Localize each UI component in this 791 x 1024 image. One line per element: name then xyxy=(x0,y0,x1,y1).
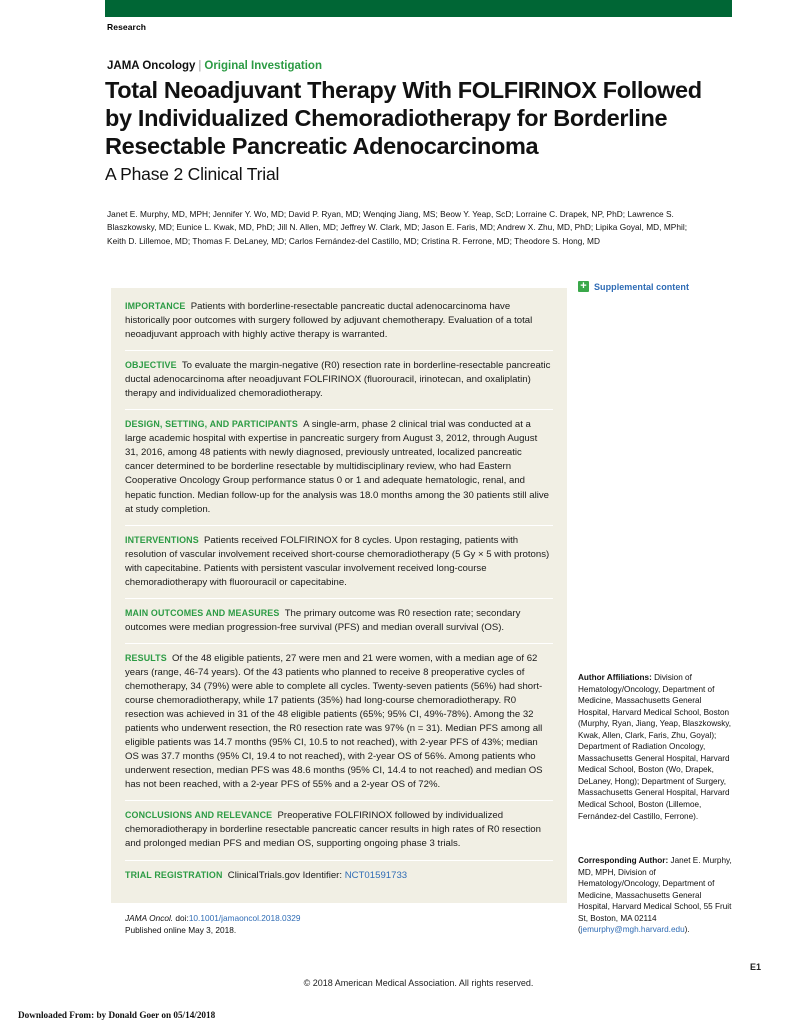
trial-registration-text: ClinicalTrials.gov Identifier: xyxy=(227,869,343,881)
author-affiliations-body: Division of Hematology/Oncology, Department of Medicine, Massachusetts General Hospital, Harvard Medical School, Boston (Murphy, Ryan, Jiang, Yeap, Blaszkowsky, Kwak, Allen, Clark, Faris, Zhu, Goyal); Department of Radiation Oncology, Massachusetts General Hospital, Harvard Medical School, Boston (Wo, Drapek, DeLaney, Hong); Department of Surgery, Massachusetts General Hospital, Harvard Medical School, Boston (Lillemoe, Fernández-del Castillo, Ferrone). xyxy=(578,673,732,821)
abstract-section-body: Patients received FOLFIRINOX for 8 cycles. Upon restaging, patients with resolution of vascular involvement received short-course chemoradiotherapy (5 Gy × 5 with protons) with capecitabine. Patients with persistent vascular involvement received long-course chemoradiotherapy with fluorouracil or capecitabine. xyxy=(125,534,550,588)
abstract-section-heading: DESIGN, SETTING, AND PARTICIPANTS xyxy=(125,419,298,430)
corresponding-author-email-link[interactable]: jemurphy@mgh.harvard.edu xyxy=(580,925,685,935)
downloaded-from-value: by Donald Goer on 05/14/2018 xyxy=(96,1010,216,1020)
journal-line-separator: | xyxy=(198,60,202,72)
author-affiliations-block xyxy=(578,672,733,822)
downloaded-from-label: Downloaded From: xyxy=(18,1010,95,1020)
author-affiliations-heading: Author Affiliations: xyxy=(578,673,652,682)
journal-header-bar xyxy=(105,0,732,17)
trial-registration-identifier-link[interactable]: NCT01591733 xyxy=(344,869,408,881)
copyright-notice: © 2018 American Medical Association. All rights reserved. xyxy=(303,978,534,988)
corresponding-author-body: Janet E. Murphy, MD, MPH, Division of Hematology/Oncology, Department of Medicine, Massachusetts General Hospital, Harvard Medical School, 55 Fruit St, Boston, MA 02114 ( xyxy=(578,856,732,935)
abstract-section-main-outcomes xyxy=(125,598,553,643)
abstract-section-trial-registration xyxy=(125,860,553,891)
supplemental-content-link[interactable] xyxy=(578,281,689,292)
author-list: Janet E. Murphy, MD, MPH; Jennifer Y. Wo, MD; David P. Ryan, MD; Wenqing Jiang, MS; Beow Y. Yeap, ScD; Lorraine C. Drapek, NP, PhD; Lawrence S. Blaszkowsky, MD; Eunice L. Kwak, MD, PhD; Jill N. Allen, MD; Jeffrey W. Clark, MD; Jason E. Faris, MD; Andrew X. Zhu, MD, PhD; Lipika Goyal, MD, MPhil; Keith D. Lillemoe, MD; Thomas F. DeLaney, MD; Carlos Fernández-del Castillo, MD; Cristina R. Ferrone, MD; Theodore S. Hong, MD xyxy=(107,209,688,246)
page-title: Total Neoadjuvant Therapy With FOLFIRINOX Followed by Individualized Chemoradiotherapy for Borderline Resectable Pancreatic Adenocarcinoma xyxy=(105,77,702,160)
abstract-section-heading: INTERVENTIONS xyxy=(125,534,199,545)
citation-journal-abbrev: JAMA Oncol. xyxy=(125,913,174,923)
citation-doi-label: doi: xyxy=(175,913,189,923)
abstract-section-body: Preoperative FOLFIRINOX followed by individualized chemoradiotherapy in borderline resectable pancreatic cancer results in high rates of R0 resection and prolonged median PFS and median OS, supporting ongoing phase 3 trials. xyxy=(125,810,541,850)
abstract-section-importance xyxy=(125,298,553,350)
journal-name: JAMA Oncology xyxy=(107,60,196,72)
corresponding-author-body-end: ). xyxy=(684,925,690,935)
abstract-section-heading: IMPORTANCE xyxy=(125,301,186,311)
corresponding-author-block xyxy=(578,855,733,936)
article-type-label: Original Investigation xyxy=(204,60,322,72)
abstract-section-design xyxy=(125,409,553,524)
journal-line xyxy=(107,60,322,72)
page-number: E1 xyxy=(750,962,762,972)
abstract-section-body: Patients with borderline-resectable pancreatic ductal adenocarcinoma have historically poor outcomes with surgery followed by adjuvant chemotherapy. Evaluation of a total neoadjuvant approach with highly active therapy is warranted. xyxy=(125,301,533,341)
abstract-section-heading: MAIN OUTCOMES AND MEASURES xyxy=(125,607,280,618)
page-subtitle: A Phase 2 Clinical Trial xyxy=(105,163,280,184)
abstract-section-heading: RESULTS xyxy=(125,652,167,663)
title-block xyxy=(105,76,705,185)
abstract-section-heading: OBJECTIVE xyxy=(125,360,177,371)
supplemental-content-label: Supplemental content xyxy=(594,281,690,292)
citation-doi-link[interactable]: 10.1001/jamaoncol.2018.0329 xyxy=(188,913,301,923)
page-sheet xyxy=(105,0,791,1006)
abstract-section-results xyxy=(125,643,553,800)
downloaded-from-strip xyxy=(18,1010,215,1020)
abstract-section-heading: CONCLUSIONS AND RELEVANCE xyxy=(125,810,273,821)
abstract-section-body: To evaluate the margin-negative (R0) resection rate in borderline-resectable pancreatic ductal adenocarcinoma after neoadjuvant FOLFIRINOX (fluorouracil, irinotecan, and oxaliplatin) therapy and individualized chemoradiotherapy. xyxy=(125,360,551,400)
abstract-section-body: Of the 48 eligible patients, 27 were men and 21 were women, with a median age of 62 years (range, 46-74 years). Of the 43 patients who planned to receive 8 preoperative cycles of chemotherapy, 34 (79%) were able to complete all cycles. Twenty-seven patients (56%) had short-course chemoradiotherapy, while 17 patients (35%) had long-course chemoradiotherapy. R0 resection was achieved in 31 of the 48 eligible patients (65%; 95% CI, 49%-78%). Among the 32 patients who underwent resection, the R0 resection rate was 97% (n = 31). Median PFS among all eligible patients was 14.7 months (95% CI, 10.5 to not reached), with 2-year PFS of 43%; median OS was 37.7 months (95% CI, 19.4 to not reached), with 2-year OS of 56%. Among patients who underwent resection, median PFS was 48.6 months (95% CI, 14.4 to not reached) and median OS has not been reached, with a 2-year PFS of 55% and a 2-year OS of 72%. xyxy=(125,652,543,791)
abstract-section-body: The primary outcome was R0 resection rate; secondary outcomes were median progression-free survival (PFS) and median overall survival (OS). xyxy=(125,607,521,633)
abstract-section-objective xyxy=(125,350,553,409)
citation-published-date: Published online May 3, 2018. xyxy=(125,925,237,936)
abstract-section-body: A single-arm, phase 2 clinical trial was conducted at a large academic hospital with expertise in pancreatic surgery from August 3, 2012, through August 31, 2016, among 48 patients with newly diagnosed, previously untreated, localized pancreatic cancer determined to be borderline resectable by multidisciplinary review, who had Eastern Cooperative Oncology Group performance status 0 or 1 and adequate hematologic, renal, and hepatic function. Median follow-up for the analysis was 18.0 months among the 30 patients still alive at study completion. xyxy=(125,419,549,515)
abstract-panel xyxy=(111,288,567,903)
corresponding-author-heading: Corresponding Author: xyxy=(578,856,669,865)
plus-icon: + xyxy=(578,281,589,292)
running-head-section-label: Research xyxy=(107,22,147,32)
abstract-section-interventions xyxy=(125,525,553,598)
citation-block xyxy=(125,912,565,937)
abstract-section-heading: TRIAL REGISTRATION xyxy=(125,869,223,880)
abstract-section-conclusions xyxy=(125,800,553,859)
